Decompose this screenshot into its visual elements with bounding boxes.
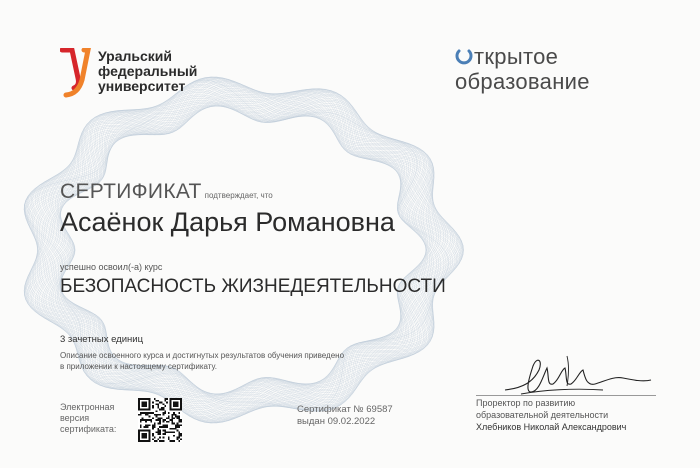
qr-module xyxy=(149,412,151,414)
signer-position: образовательной деятельности xyxy=(476,410,609,420)
qr-module xyxy=(164,398,166,400)
qr-module xyxy=(157,428,159,430)
qr-module xyxy=(142,417,144,419)
qr-module xyxy=(173,428,175,430)
qr-module xyxy=(159,440,161,442)
qr-module xyxy=(161,440,163,442)
qr-module xyxy=(143,426,145,428)
qr-module xyxy=(163,433,165,435)
qr-module xyxy=(168,412,170,414)
qr-module xyxy=(149,419,151,421)
urfu-logo xyxy=(60,48,197,98)
qr-module xyxy=(157,414,159,416)
qr-module xyxy=(175,416,177,418)
qr-module xyxy=(145,414,147,416)
qr-module xyxy=(163,419,165,421)
qr-module xyxy=(159,421,161,423)
urfu-logo-text xyxy=(98,49,197,94)
qr-module xyxy=(152,426,154,428)
qr-module xyxy=(168,431,170,433)
open-education-line2: образование xyxy=(455,69,590,94)
qr-module xyxy=(178,435,180,437)
qr-module xyxy=(171,421,173,423)
qr-module xyxy=(157,403,159,405)
qr-module xyxy=(178,431,180,433)
qr-module xyxy=(178,421,180,423)
description-line: в приложении к настоящему сертификату. xyxy=(60,361,217,371)
qr-module xyxy=(159,417,161,419)
qr-module xyxy=(166,424,168,426)
qr-module xyxy=(170,440,172,442)
qr-module xyxy=(164,400,166,402)
qr-module xyxy=(164,412,166,414)
qr-module xyxy=(156,400,158,402)
urfu-logo-line: университет xyxy=(98,78,186,94)
qr-module xyxy=(140,426,142,428)
qr-module xyxy=(145,424,147,426)
qr-module xyxy=(157,400,159,402)
qr-module xyxy=(173,431,175,433)
qr-module xyxy=(157,433,159,435)
electronic-line: Электронная xyxy=(60,402,115,412)
qr-module xyxy=(161,409,163,411)
qr-module xyxy=(159,402,161,404)
qr-module xyxy=(161,402,163,404)
qr-module xyxy=(175,428,177,430)
qr-module xyxy=(173,417,175,419)
qr-module xyxy=(156,419,158,421)
electronic-version-label xyxy=(60,402,116,435)
qr-module xyxy=(140,414,142,416)
qr-module xyxy=(166,402,168,404)
certificate-heading xyxy=(60,180,273,204)
qr-module xyxy=(166,417,168,419)
qr-module xyxy=(163,409,165,411)
qr-module xyxy=(156,440,158,442)
qr-module xyxy=(157,431,159,433)
qr-module xyxy=(175,426,177,428)
qr-module xyxy=(140,421,142,423)
qr-module xyxy=(163,414,165,416)
qr-module xyxy=(156,410,158,412)
qr-module xyxy=(171,428,173,430)
qr-module xyxy=(180,433,182,435)
qr-module xyxy=(164,431,166,433)
qr-module xyxy=(177,416,179,418)
qr-module xyxy=(164,426,166,428)
qr-module xyxy=(168,417,170,419)
qr-module xyxy=(173,435,175,437)
qr-module xyxy=(168,421,170,423)
open-education-logo xyxy=(455,44,590,94)
qr-module xyxy=(147,419,149,421)
qr-module xyxy=(164,430,166,432)
qr-module xyxy=(177,423,179,425)
qr-module xyxy=(175,414,177,416)
qr-module xyxy=(152,412,154,414)
qr-module xyxy=(166,431,168,433)
qr-module xyxy=(168,416,170,418)
qr-module xyxy=(173,440,175,442)
urfu-logo-mark xyxy=(60,48,92,98)
qr-module xyxy=(163,403,165,405)
qr-module xyxy=(171,440,173,442)
qr-module xyxy=(152,433,154,435)
course-name: БЕЗОПАСНОСТЬ ЖИЗНЕДЕЯТЕЛЬНОСТИ xyxy=(60,276,446,297)
qr-module xyxy=(163,426,165,428)
qr-module xyxy=(163,412,165,414)
qr-module xyxy=(177,424,179,426)
qr-module xyxy=(147,424,149,426)
qr-module xyxy=(173,412,175,414)
certificate-confirms: подтверждает, что xyxy=(204,191,273,200)
qr-module xyxy=(159,431,161,433)
qr-module xyxy=(173,423,175,425)
qr-module xyxy=(171,419,173,421)
urfu-logo-line: Уральский xyxy=(98,48,173,64)
qr-module xyxy=(163,437,165,439)
qr-module xyxy=(150,419,152,421)
qr-module xyxy=(140,419,142,421)
qr-module xyxy=(170,428,172,430)
qr-module xyxy=(143,419,145,421)
qr-module xyxy=(142,412,144,414)
qr-module xyxy=(164,433,166,435)
qr-module xyxy=(161,417,163,419)
qr-module xyxy=(159,414,161,416)
qr-module xyxy=(156,403,158,405)
qr-module xyxy=(145,426,147,428)
qr-module xyxy=(178,433,180,435)
open-education-o-icon xyxy=(455,47,473,67)
qr-module xyxy=(149,416,151,418)
qr-module xyxy=(173,402,178,407)
qr-module xyxy=(152,424,154,426)
open-education-line1: ткрытое xyxy=(474,44,559,69)
qr-module xyxy=(152,428,154,430)
qr-module xyxy=(178,417,180,419)
qr-module xyxy=(159,423,161,425)
qr-module xyxy=(145,412,147,414)
qr-module xyxy=(178,412,180,414)
qr-module xyxy=(180,424,182,426)
qr-module xyxy=(147,412,149,414)
qr-module xyxy=(159,437,161,439)
qr-module xyxy=(180,438,182,440)
qr-module xyxy=(178,424,180,426)
urfu-logo-line: федеральный xyxy=(98,63,198,79)
qr-module xyxy=(178,437,180,439)
qr-module xyxy=(157,423,159,425)
qr-module xyxy=(180,419,182,421)
qr-module xyxy=(177,426,179,428)
qr-module xyxy=(145,421,147,423)
qr-module xyxy=(157,417,159,419)
qr-module xyxy=(171,414,173,416)
qr-module xyxy=(152,405,154,407)
qr-module xyxy=(154,423,156,425)
qr-module xyxy=(171,431,173,433)
electronic-line: версия xyxy=(60,413,90,423)
qr-module xyxy=(154,398,156,400)
qr-module xyxy=(142,433,147,438)
qr-module xyxy=(163,424,165,426)
qr-module xyxy=(177,417,179,419)
qr-module xyxy=(159,433,161,435)
qr-module xyxy=(157,405,159,407)
qr-module xyxy=(166,421,168,423)
qr-module xyxy=(142,419,144,421)
signer-position: Проректор по развитию xyxy=(476,398,576,408)
qr-module xyxy=(166,398,168,400)
qr-module xyxy=(166,426,168,428)
qr-module xyxy=(157,430,159,432)
signature-line xyxy=(476,395,656,396)
qr-module xyxy=(164,410,166,412)
certificate-number: Сертификат № 69587 xyxy=(297,404,393,415)
qr-module xyxy=(156,414,158,416)
qr-module xyxy=(163,407,165,409)
qr-module xyxy=(159,409,161,411)
qr-module xyxy=(147,414,149,416)
qr-module xyxy=(156,416,158,418)
qr-module xyxy=(145,419,147,421)
qr-module xyxy=(164,419,166,421)
qr-module xyxy=(163,430,165,432)
qr-module xyxy=(177,437,179,439)
qr-module xyxy=(147,426,149,428)
qr-module xyxy=(171,423,173,425)
qr-module xyxy=(163,421,165,423)
qr-module xyxy=(161,426,163,428)
qr-module xyxy=(180,435,182,437)
qr-module xyxy=(164,424,166,426)
signer-name: Хлебников Николай Александрович xyxy=(476,422,627,432)
qr-module xyxy=(177,430,179,432)
qr-module xyxy=(154,426,156,428)
description-line: Описание освоенного курса и достигнутых результатов обучения приведено xyxy=(60,351,345,360)
qr-module xyxy=(178,419,180,421)
qr-module xyxy=(159,430,161,432)
electronic-line: сертификата: xyxy=(60,424,117,434)
qr-module xyxy=(171,417,173,419)
qr-module xyxy=(159,419,161,421)
qr-module xyxy=(150,412,152,414)
qr-module xyxy=(152,407,154,409)
qr-module xyxy=(178,440,180,442)
signature-image xyxy=(503,346,653,402)
credits-text: 3 зачетных единиц xyxy=(60,334,144,345)
course-description xyxy=(60,351,400,372)
qr-module xyxy=(157,407,159,409)
qr-module xyxy=(168,438,170,440)
qr-module xyxy=(163,440,165,442)
qr-module xyxy=(142,402,147,407)
qr-module xyxy=(171,416,173,418)
qr-module xyxy=(152,417,154,419)
qr-module xyxy=(170,431,172,433)
certificate-title: СЕРТИФИКАТ xyxy=(60,180,202,203)
qr-module xyxy=(154,424,156,426)
qr-module xyxy=(154,414,156,416)
certificate-issue-date: выдан 09.02.2022 xyxy=(297,416,376,427)
qr-module xyxy=(180,421,182,423)
qr-module xyxy=(157,438,159,440)
qr-module xyxy=(178,426,180,428)
qr-module xyxy=(138,414,140,416)
qr-module xyxy=(150,421,152,423)
qr-module xyxy=(156,431,158,433)
qr-module xyxy=(140,412,142,414)
qr-module xyxy=(143,412,145,414)
qr-module xyxy=(161,407,163,409)
qr-module xyxy=(168,437,170,439)
qr-module xyxy=(164,405,166,407)
qr-module xyxy=(152,402,154,404)
qr-module xyxy=(140,424,142,426)
qr-module xyxy=(173,414,175,416)
qr-module xyxy=(157,419,159,421)
qr-module xyxy=(177,438,179,440)
qr-module xyxy=(175,424,177,426)
qr-module xyxy=(170,419,172,421)
qr-module xyxy=(154,440,156,442)
mastered-text: успешно освоил(-а) курс xyxy=(60,262,163,272)
recipient-name: Асаёнок Дарья Романовна xyxy=(60,207,395,237)
qr-module xyxy=(154,437,156,439)
signer-block xyxy=(476,397,626,433)
qr-code[interactable] xyxy=(138,398,182,442)
certificate-number-block xyxy=(297,404,393,428)
qr-module xyxy=(152,435,154,437)
qr-module xyxy=(152,438,154,440)
qr-module xyxy=(178,416,180,418)
qr-module xyxy=(149,424,151,426)
qr-module xyxy=(159,426,161,428)
